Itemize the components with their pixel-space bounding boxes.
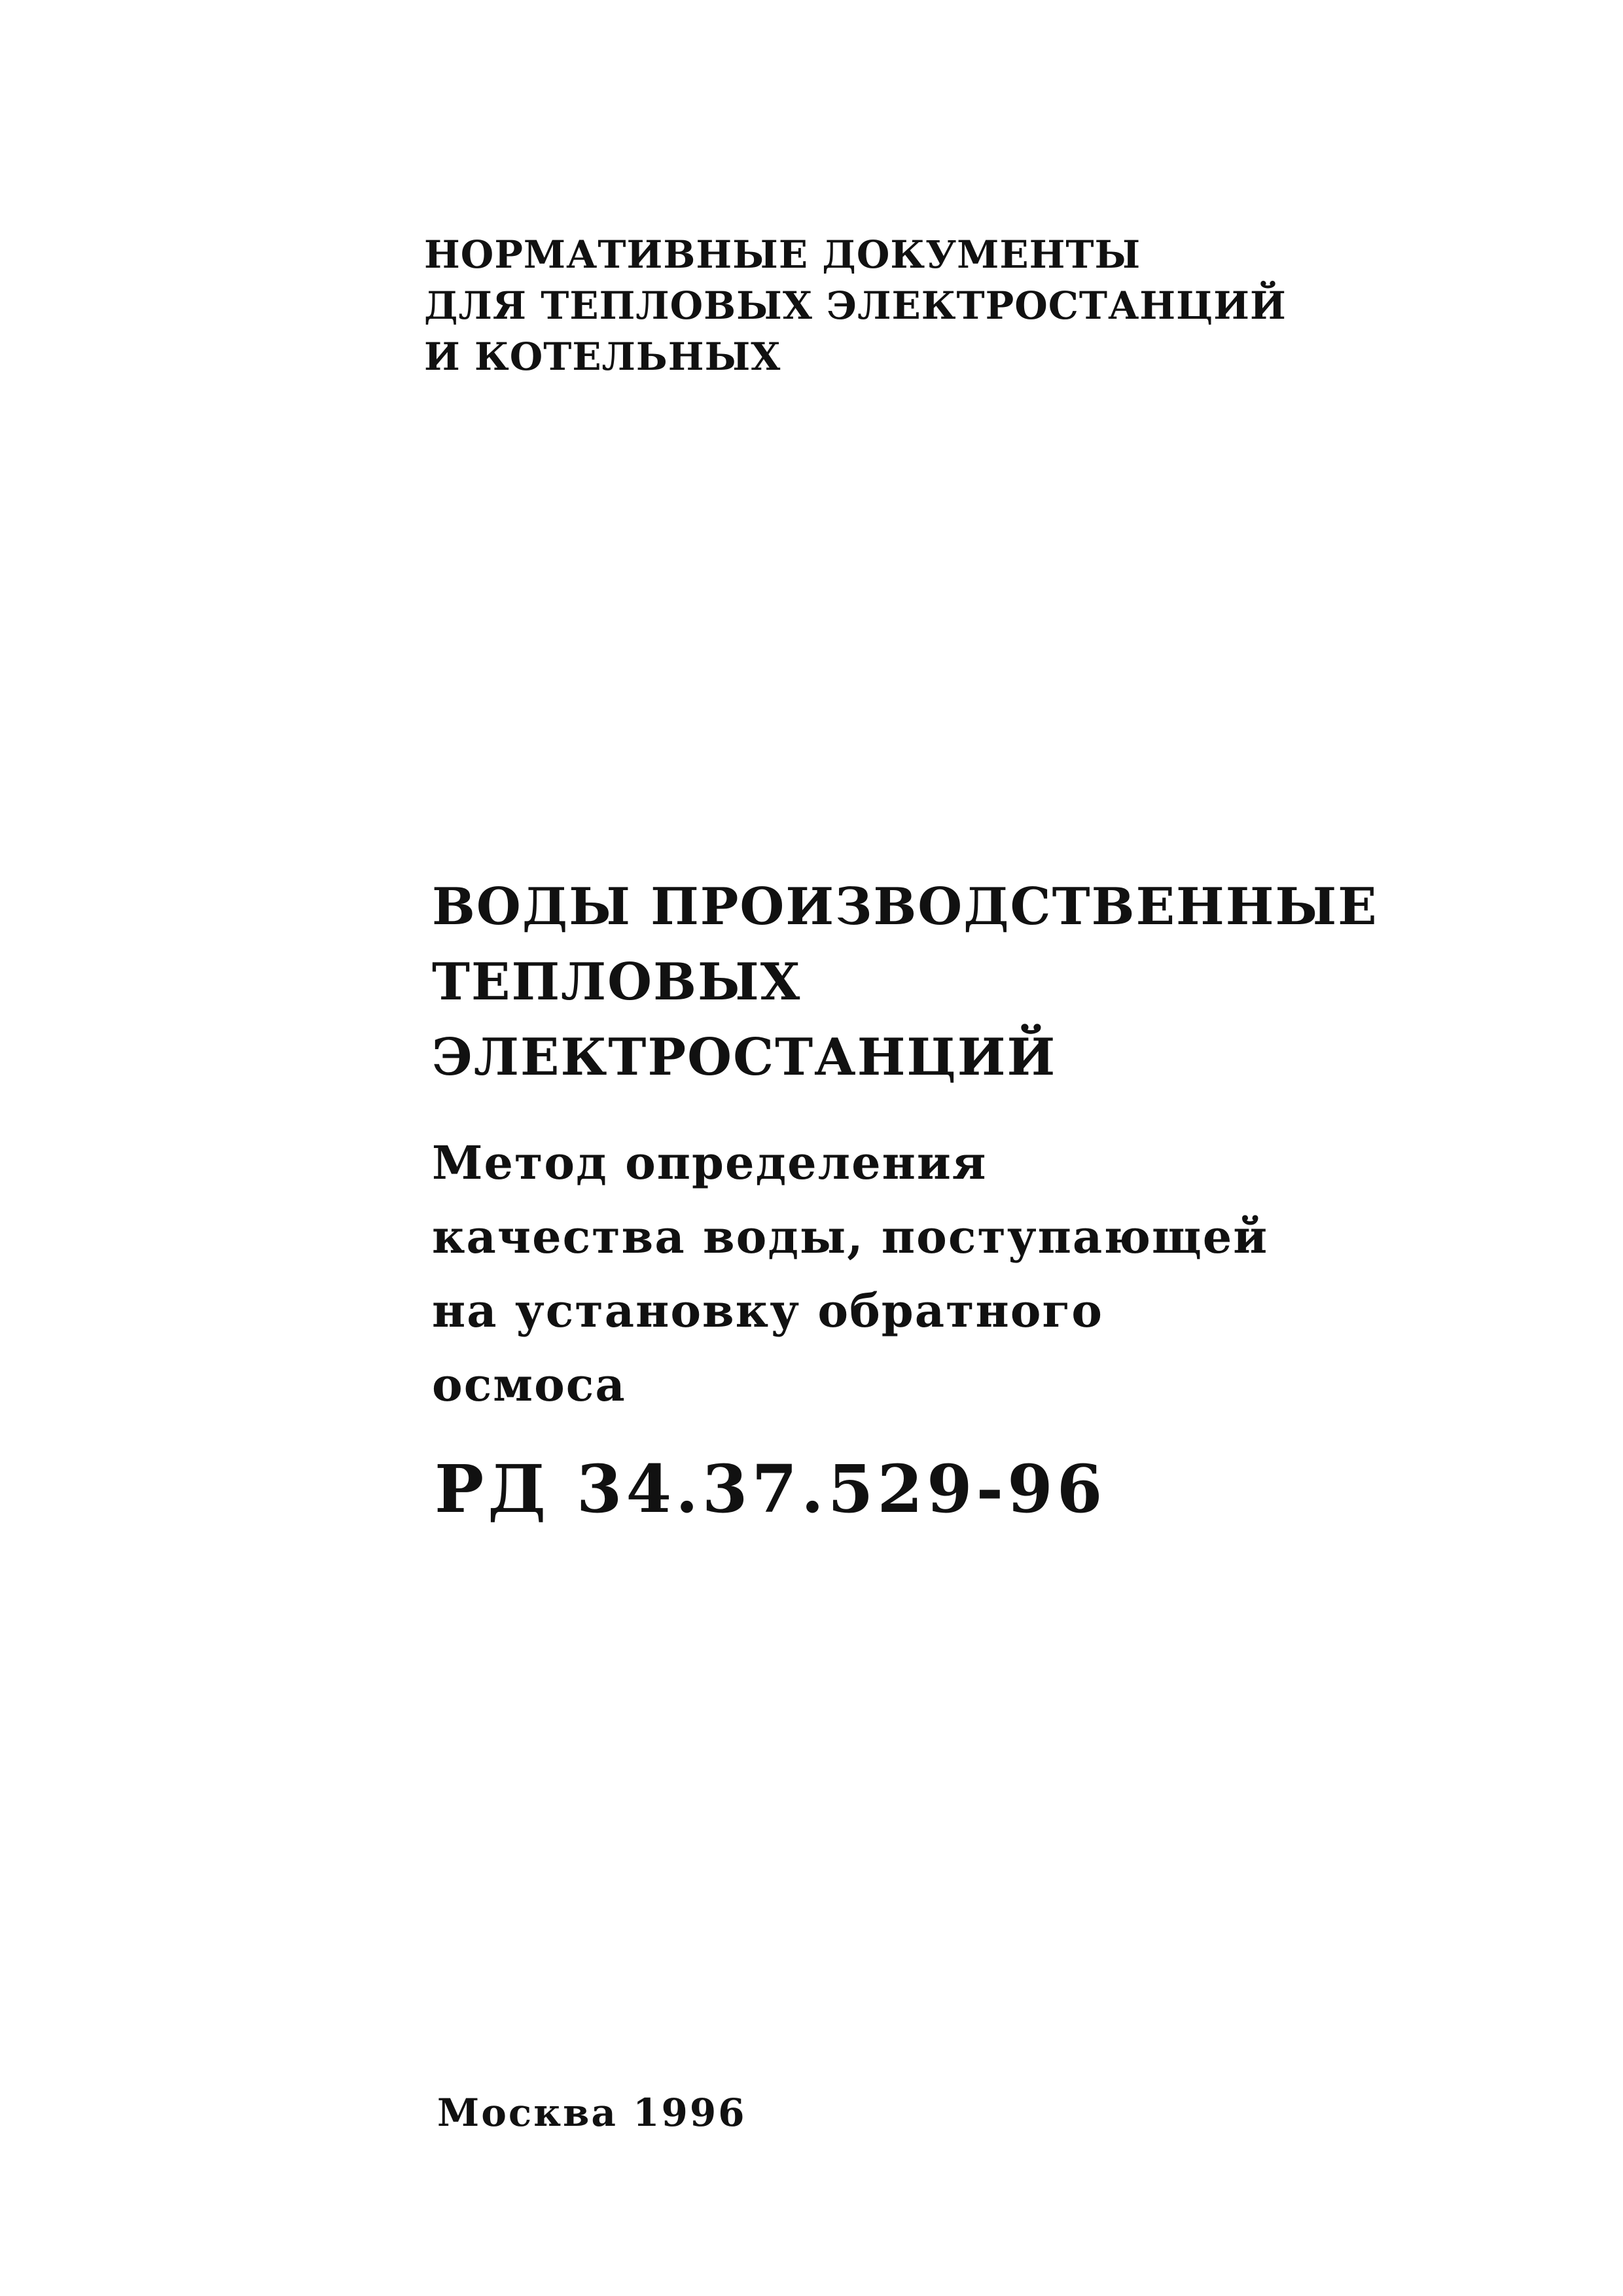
subtitle-line: осмоса xyxy=(432,1357,626,1412)
subtitle-line: Метод определения xyxy=(432,1136,988,1190)
title-line: ТЕПЛОВЫХ xyxy=(432,952,802,1012)
subtitle-line: на установку обратного xyxy=(432,1283,1103,1338)
document-title xyxy=(432,869,1512,1095)
title-line: ЭЛЕКТРОСТАНЦИЙ xyxy=(432,1028,1057,1087)
series-line: И КОТЕЛЬНЫХ xyxy=(424,334,781,379)
document-subtitle xyxy=(432,1126,1414,1422)
series-line: ДЛЯ ТЕПЛОВЫХ ЭЛЕКТРОСТАНЦИЙ xyxy=(424,283,1287,328)
document-code: РД 34.37.529-96 xyxy=(435,1450,1107,1528)
publication-imprint: Москва 1996 xyxy=(437,2090,747,2135)
title-line: ВОДЫ ПРОИЗВОДСТВЕННЫЕ xyxy=(432,877,1378,937)
series-header xyxy=(424,229,1406,382)
series-line: НОРМАТИВНЫЕ ДОКУМЕНТЫ xyxy=(424,232,1141,277)
subtitle-line: качества воды, поступающей xyxy=(432,1210,1269,1264)
